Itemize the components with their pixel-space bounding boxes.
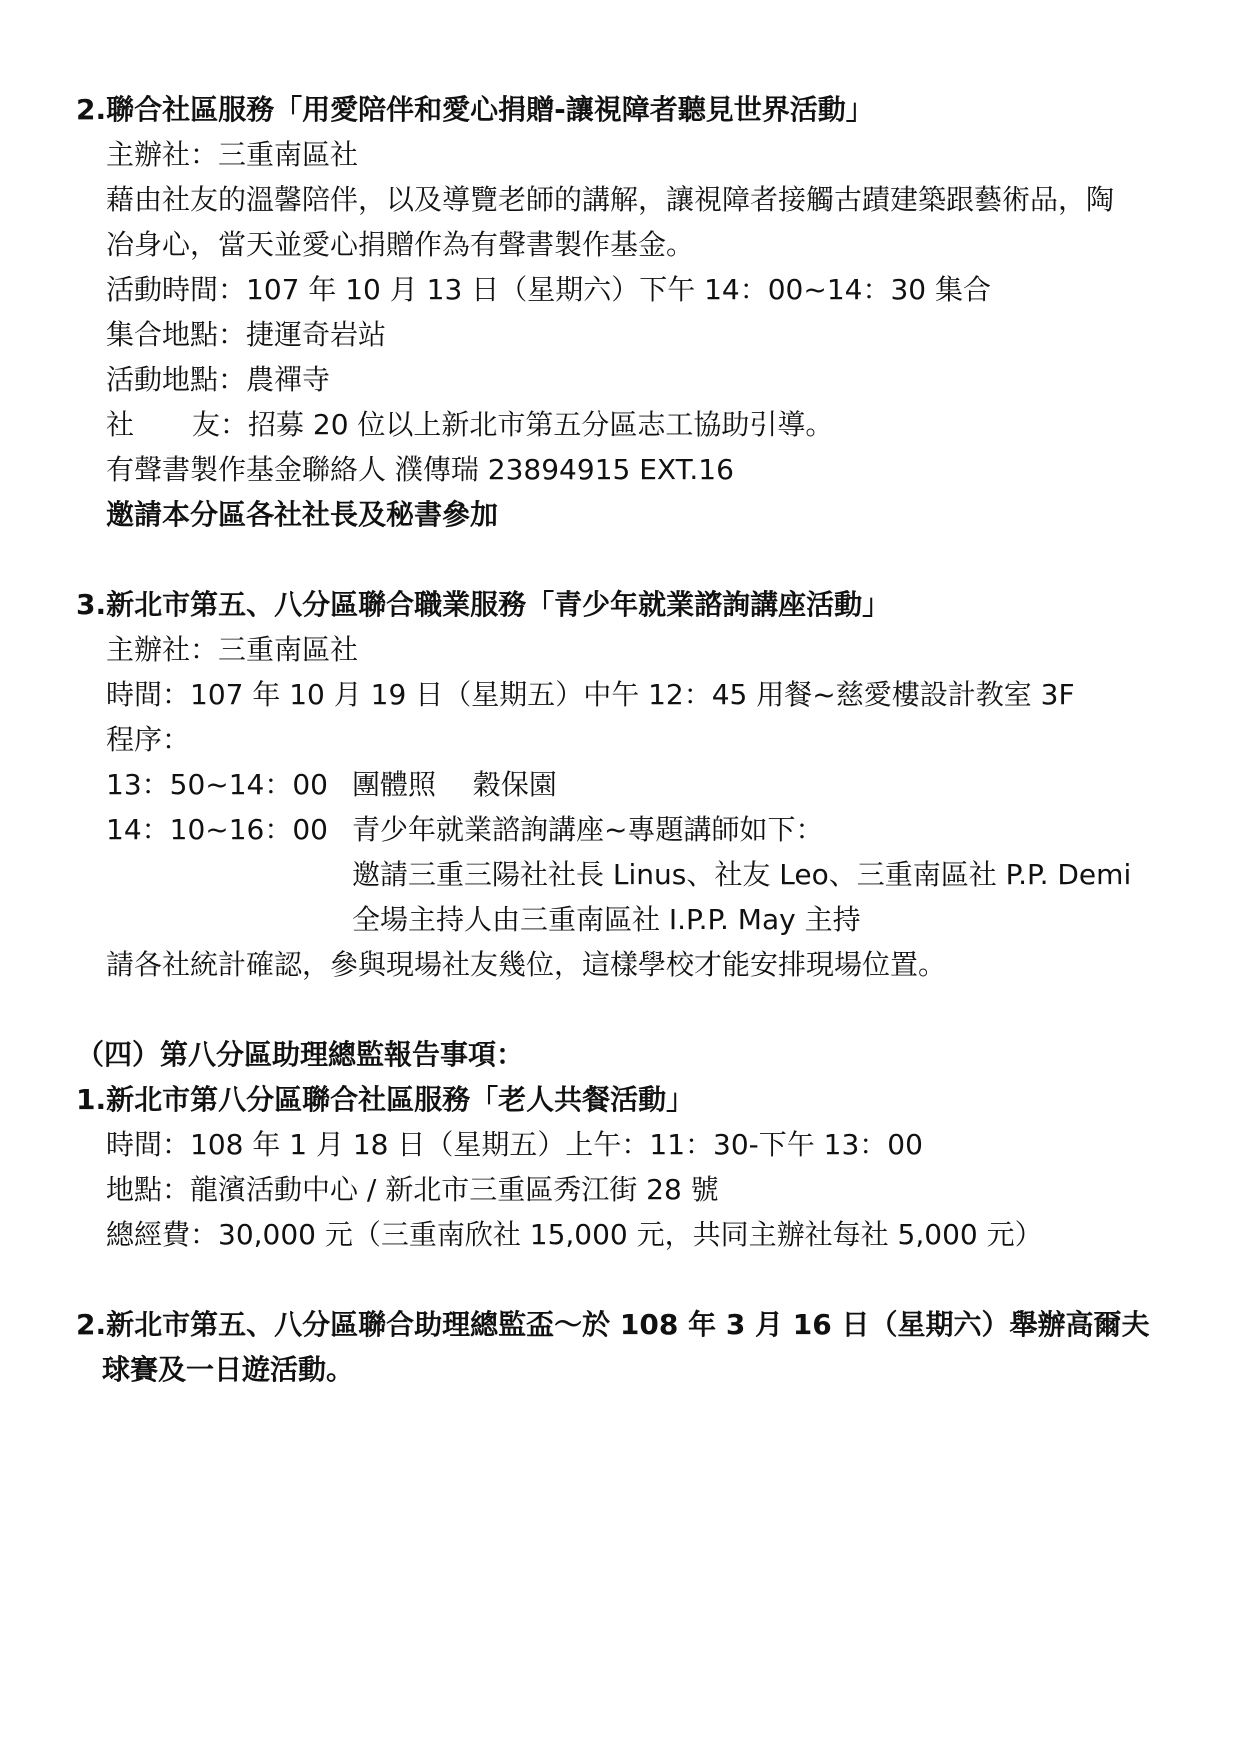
section-4-item-2-line-2: 球賽及一日遊活動。 [102, 1353, 355, 1386]
program-row-2-detail-1: 邀請三重三陽社社長 Linus、社友 Leo、三重南區社 P.P. Demi [352, 858, 1132, 891]
section-4-item-1-cost: 總經費：30,000 元（三重南欣社 15,000 元，共同主辦社每社 5,000 元） [106, 1218, 1043, 1251]
members-label-rest: 友：招募 20 位以上新北市第五分區志工協助引導。 [192, 408, 834, 441]
section-2-contact: 有聲書製作基金聯絡人 濮傳瑞 23894915 EXT.16 [106, 453, 734, 486]
section-2-venue: 活動地點：農禪寺 [106, 363, 331, 396]
program-row-2-detail-2: 全場主持人由三重南區社 I.P.P. May 主持 [352, 903, 861, 936]
program-row-1-time: 13：50~14：00 [106, 768, 328, 801]
program-row-1 [106, 765, 557, 805]
section-4-item-1-place: 地點：龍濱活動中心 / 新北市三重區秀江街 28 號 [106, 1173, 719, 1206]
section-2-members-row [106, 405, 833, 445]
program-row-2-time: 14：10~16：00 [106, 813, 328, 846]
section-2-meeting-place: 集合地點：捷運奇岩站 [106, 318, 387, 351]
members-label-first-char: 社 [106, 408, 135, 441]
section-3-title: 3.新北市第五、八分區聯合職業服務「青少年就業諮詢講座活動」 [76, 588, 891, 621]
section-4-item-1-time: 時間：108 年 1 月 18 日（星期五）上午：11：30-下午 13：00 [106, 1128, 923, 1161]
section-4-heading: （四）第八分區助理總監報告事項： [76, 1038, 525, 1071]
section-2-desc-line-2: 冶身心，當天並愛心捐贈作為有聲書製作基金。 [106, 228, 695, 261]
program-row-2 [106, 810, 823, 850]
program-row-2-text: 青少年就業諮詢講座~專題講師如下： [352, 813, 824, 846]
section-2-title: 2.聯合社區服務「用愛陪伴和愛心捐贈-讓視障者聽見世界活動」 [76, 93, 874, 126]
program-row-1-text: 團體照 穀保園 [352, 768, 557, 801]
section-3-time: 時間：107 年 10 月 19 日（星期五）中午 12：45 用餐~慈愛樓設計教室 3F [106, 678, 1075, 711]
section-3-program-label: 程序： [106, 723, 191, 756]
section-3-host: 主辦社：三重南區社 [106, 633, 359, 666]
section-4-item-2-line-1: 2.新北市第五、八分區聯合助理總監盃～於 108 年 3 月 16 日（星期六）舉辦高爾夫 [76, 1308, 1150, 1341]
section-4-item-1-title: 1.新北市第八分區聯合社區服務「老人共餐活動」 [76, 1083, 695, 1116]
section-2-desc-line-1: 藉由社友的溫馨陪伴，以及導覽老師的講解，讓視障者接觸古蹟建築跟藝術品，陶 [106, 183, 1115, 216]
section-2-host: 主辦社：三重南區社 [106, 138, 359, 171]
section-2-invite: 邀請本分區各社社長及秘書參加 [106, 498, 499, 531]
section-2-time: 活動時間：107 年 10 月 13 日（星期六）下午 14：00~14：30 集合 [106, 273, 991, 306]
section-3-note: 請各社統計確認，參與現場社友幾位，這樣學校才能安排現場位置。 [106, 948, 947, 981]
